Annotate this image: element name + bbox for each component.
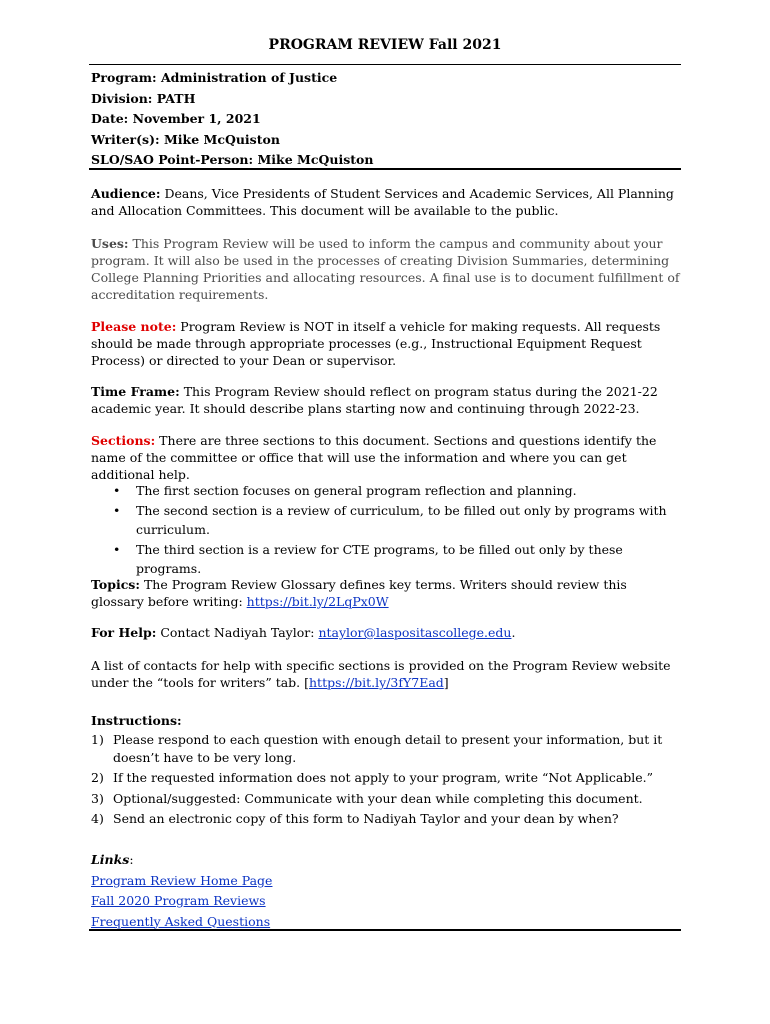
bullet-icon: • — [113, 541, 121, 557]
program-info-block — [91, 68, 373, 171]
program-review-home-link[interactable]: Program Review Home Page — [91, 872, 273, 888]
program-line: Program: Administration of Justice — [91, 70, 338, 85]
help-label: For Help: — [91, 625, 157, 640]
uses-text: This Program Review will be used to inform the campus and community about your program. It will also be used in the processes of creating Division Summaries, determining College Planning Priorities and allocating resources. A final use is to document fulfillment of accreditation requirements. — [91, 236, 680, 302]
list-item: 1) Please respond to each question with enough detail to present your information, but it doesn’t have to be very long. — [91, 732, 663, 765]
writers-line: Writer(s): Mike McQuiston — [91, 131, 280, 147]
instructions-section — [91, 711, 683, 831]
contacts-text: A list of contacts for help with specific sections is provided on the Program Review website under the “tools for writers” tab. [ — [91, 658, 671, 690]
note-label: Please note: — [91, 319, 177, 334]
point-person-line: SLO/SAO Point-Person: Mike McQuiston — [91, 152, 374, 167]
list-item: 2) If the requested information does not apply to your program, write “Not Applicable.” — [91, 770, 654, 785]
list-item: 4) Send an electronic copy of this form to Nadiyah Taylor and your dean by when? — [91, 811, 619, 826]
help-paragraph: For Help: Contact Nadiyah Taylor: ntaylor@laspositascollege.edu. — [91, 625, 516, 640]
uses-label: Uses: — [91, 236, 129, 251]
sections-text: There are three sections to this document. Sections and questions identify the name of the committee or office that will use the information and where you can get additional help. — [91, 433, 657, 482]
help-text: Contact Nadiyah Taylor: — [156, 625, 319, 640]
header-divider — [89, 168, 681, 170]
title-divider — [89, 64, 681, 65]
topics-text: The Program Review Glossary defines key terms. Writers should review this glossary before writing: — [91, 577, 627, 609]
list-item: • The first section focuses on general program reflection and planning. — [91, 481, 683, 501]
list-item: • The third section is a review for CTE programs, to be filled out only by these programs. — [113, 541, 623, 576]
fall-2020-reviews-link[interactable]: Fall 2020 Program Reviews — [91, 893, 266, 908]
audience-text: Deans, Vice Presidents of Student Services and Academic Services, All Planning and Allocation Committees. This document will be available to the public. — [91, 186, 674, 218]
links-section — [91, 850, 272, 932]
date-line: Date: November 1, 2021 — [91, 111, 261, 126]
note-paragraph — [91, 318, 683, 369]
instructions-heading: Instructions: — [91, 713, 182, 728]
links-heading: Links: — [91, 852, 134, 867]
sections-bullet-list — [91, 481, 683, 579]
bullet-icon: • — [113, 483, 121, 498]
topics-label: Topics: — [91, 577, 140, 592]
time-frame-label: Time Frame: — [91, 384, 180, 399]
list-item: • The second section is a review of curriculum, to be filled out only by programs with curriculum. — [113, 502, 667, 537]
footer-divider — [89, 929, 681, 931]
document-title: PROGRAM REVIEW Fall 2021 — [268, 37, 502, 53]
note-text: Program Review is NOT in itself a vehicle for making requests. All requests should be made through appropriate processes (e.g., Instructional Equipment Request Process) or directed to your Dean or supervisor. — [91, 319, 661, 368]
list-item: 3) Optional/suggested: Communicate with your dean while completing this document. — [91, 790, 643, 806]
tools-for-writers-link[interactable]: https://bit.ly/3fY7Ead — [309, 675, 444, 690]
contacts-paragraph: A list of contacts for help with specific sections is provided on the Program Review website under the “tools for writers” tab. [https://bit.ly/3fY7Ead] — [91, 658, 671, 690]
sections-label: Sections: — [91, 433, 156, 448]
uses-paragraph — [91, 235, 683, 303]
division-line: Division: PATH — [91, 90, 196, 106]
audience-label: Audience: — [91, 186, 161, 201]
sections-paragraph — [91, 432, 683, 483]
topics-paragraph — [91, 576, 683, 610]
time-frame-paragraph — [91, 383, 683, 417]
audience-paragraph — [91, 185, 683, 219]
faq-link[interactable]: Frequently Asked Questions — [91, 913, 271, 929]
contact-email-link[interactable]: ntaylor@laspositascollege.edu — [318, 625, 512, 640]
bullet-icon: • — [113, 502, 121, 518]
glossary-link[interactable]: https://bit.ly/2LqPx0W — [246, 594, 389, 609]
time-frame-text: This Program Review should reflect on program status during the 2021-22 academic year. It should describe plans starting now and continuing through 2022-23. — [91, 384, 658, 416]
